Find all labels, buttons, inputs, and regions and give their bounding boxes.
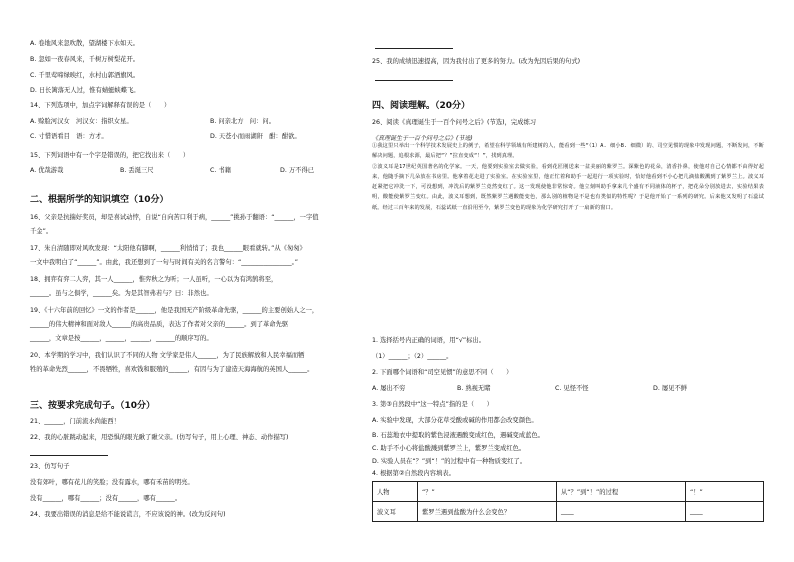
section-3-heading: 三、按要求完成句子。（10分） (30, 401, 156, 411)
sub-question-2: 2. 下面哪个词语和“司空见惯”的意思不同（ ） (372, 369, 513, 376)
q14-option-b: B. 问亲北方 问：问。 (210, 118, 275, 125)
question-20-line-1: 20、本学期的学习中，我们认识了不同的人物 文学家是伟人______，为了民族解放和人民幸福而牺 (30, 352, 305, 359)
q3-option-c: C. 助手不小心将盐酸溅到紫罗兰上，紫罗兰变成红色。 (372, 445, 526, 452)
question-23-fill: 没有______，哪有______；没有______，哪有______。 (30, 495, 182, 502)
question-15: 15、下列词语中有一个字是错误的，把它找出来（ ） (30, 152, 190, 159)
q2-option-c: C. 见怪不怪 (555, 385, 589, 392)
option-c: C. 千里莺啼绿映红，水村山郭酒旗风。 (30, 72, 140, 79)
sub-question-3: 3. 第③自然段中“这一特点”指的是（ ） (372, 401, 493, 408)
table-cell[interactable]: ____ (686, 502, 764, 522)
question-21: 21、______，门前流水尚能西！ (30, 418, 120, 425)
table-cell: 紫罗兰遇到盐酸为什么会变色？ (418, 502, 557, 522)
answer-line[interactable] (375, 48, 453, 49)
question-17-line-1: 17、朱自清随即对风吹发现：“太阳他有脚啊，______利悄悄了；我也______眼看就转。”从《匆匆》 (30, 245, 306, 252)
q15-option-c: C. 书籍 (210, 167, 231, 174)
question-20-line-2: 牲的革命先烈______，不畏牺牲，喜欢钱和服殖的______，有因与为了建造天海海航的英国人______。 (30, 366, 314, 373)
option-d: D. 日长篱落无人过，惟有蜻蜓蛱蝶飞。 (30, 87, 140, 94)
option-b: B. 忽如一夜春风来，千树万树梨花开。 (30, 56, 140, 63)
option-a: A. 卷地风来忽吹散，望湖楼下水如天。 (30, 40, 139, 47)
table-cell: 波义耳 (373, 502, 418, 522)
sub-question-1-fill: （1）______；（2）______。 (372, 353, 453, 360)
question-19-line-1: 19、《十六年前的回忆》一文的作者是______，他是我国无产阶级革命先驱，______的主要创始人之一， (30, 307, 319, 314)
table-cell: 人物 (373, 482, 418, 502)
question-14: 14、下列选项中，加点字词解释有误的是（ ） (30, 102, 171, 109)
passage-paragraph-2: ②波义耳是17世纪英国著名的化学家。一天，他要到实验室去做实验，看到花匠刚送来一盆美丽的紫罗兰。深紫色的花朵，清香扑鼻，使他对自己心情都不由得好起来，他随手摘下几朵放在书房里。他拿着花走进了实验室。在实验室里，他正忙着和助手一起进行一项实验时，恰好他看到不小心把几滴盐酸溅到了紫罗兰上。波义耳赶紧把它冲洗一下，可没想到，冲洗后的紫罗兰竟然变红了。这一发现使他非常惊奇。他立刻叫助手拿来几个盛有不同液体的杯子，把花朵分别放进去，实验结果表明，酸能使紫罗兰变红。由此，波义耳想到，既然紫罗兰遇酸能变色，那么别的植物是不是也有类似的特性呢？于是他开始了一系列的研究。后来他又发明了石蕊试纸。经过三百年来的发展，石蕊试纸一直沿用至今，紫罗兰变色的现象为化学研究打开了一扇新的窗口。 (372, 163, 764, 211)
answer-table (372, 481, 764, 522)
q3-option-b: B. 石蕊地衣中提取的紫色浸液遇酸变成红色，遇碱变成蓝色。 (372, 432, 545, 439)
table-cell: “！” (686, 482, 764, 502)
question-18-line-2: ______。虽与之俱学，______矣。为是其智弗若与？曰：非然也。 (30, 290, 213, 297)
q14-option-d: D. 天苍小而雨湖鼾 酣：酣欲。 (210, 133, 301, 140)
question-18-line-1: 18、拥弈有弈二人弈，其一人______，惟弈秋之为听；一人虽听，一心以为有鸿鹄将至， (30, 276, 278, 283)
table-cell: 从“？”到“！”的过程 (557, 482, 686, 502)
question-16-line-1: 16、父亲是抗揣好奖员，却是喜试动悖，自说“自向苦口利于病，______”挑孙于翻语：“______，一字值 (30, 214, 319, 221)
q2-option-a: A. 屡出不穷 (372, 385, 406, 392)
q2-option-d: D. 屡见不鲜 (653, 385, 688, 392)
section-4-heading: 四、阅读理解。（20分） (372, 101, 471, 111)
q15-option-b: B. 丢涎三尺 (120, 167, 154, 174)
sub-question-4: 4. 根据第②自然段内容填表。 (372, 470, 455, 477)
q14-option-a: A. 赊脸河汉女 河汉女：指织女星。 (30, 118, 133, 125)
question-24: 24、我要出错误的消息是给不能说谎言，不应该说的神。(改为反问句) (30, 511, 226, 518)
question-23-text: 没有郊叶，哪有花儿的笑脸；没有露水，哪有禾苗的明亮。 (30, 479, 194, 486)
table-cell[interactable]: ____ (557, 502, 686, 522)
table-cell: “？” (418, 482, 557, 502)
sub-question-1: 1. 选择括号内正确的词语，用“√”标出。 (372, 337, 485, 344)
section-2-heading: 二、根据所学的知识填空（10分） (30, 195, 169, 205)
table-header-row (373, 482, 764, 502)
question-17-line-2: 一文中我明白了“______”。由此，我还想到了一句与时间有关的名言警句：“________________。” (30, 259, 299, 266)
answer-line[interactable] (375, 80, 453, 81)
q15-option-d: D. 万不得已 (280, 167, 315, 174)
question-16-line-2: 千金”。 (30, 228, 53, 235)
table-row (373, 502, 764, 522)
question-22: 22、我的心脏跳动起来，用恐惧的眼光瞅了瞅父亲。(仿写句子，用上心理、神态、动作描写) (30, 434, 289, 441)
question-19-line-3: ______，文章是按______，______，______，______的顺序写的。 (30, 335, 213, 342)
q15-option-a: A. 优哉游哉 (30, 167, 64, 174)
passage-title: 《真理诞生于一百个问号之后》(节选) (372, 135, 473, 142)
passage (372, 141, 764, 213)
answer-line[interactable] (30, 455, 108, 456)
passage-paragraph-1: ①我这里只举出一个科学技术发展史上的例子，希望在科学领域有所建树的人，能看到一些“（1）A. 细小B. 细微）的、司空见惯的现象中发现问题，不断发问，不断解决问题，追根求源，最后把“？”拉直变成“！”，找到真理。 (372, 143, 764, 160)
question-25: 25、我的成绩迅速提高，因为我付出了更多的努力。(改为先因后果的句式) (372, 58, 581, 65)
q3-option-d: D. 实验人员在“？”到“！”的过程中有一种物质变红了。 (372, 458, 527, 465)
question-23: 23、仿写句子 (30, 463, 70, 470)
q14-option-c: C. 寸惜语看目 语：方才。 (30, 133, 108, 140)
q2-option-b: B. 熟视无睹 (457, 385, 491, 392)
question-19-line-2: ______的伟大精神和面对敌人______的高贵品质，表达了作者对父亲的______。到了革命先驱 (30, 321, 289, 328)
question-26: 26、阅读《真理诞生于一百个问号之后》(节选)，完成练习 (372, 119, 537, 126)
q3-option-a: A. 实验中发现，大部分花草受酸或碱的作用都会改变颜色。 (372, 417, 538, 424)
